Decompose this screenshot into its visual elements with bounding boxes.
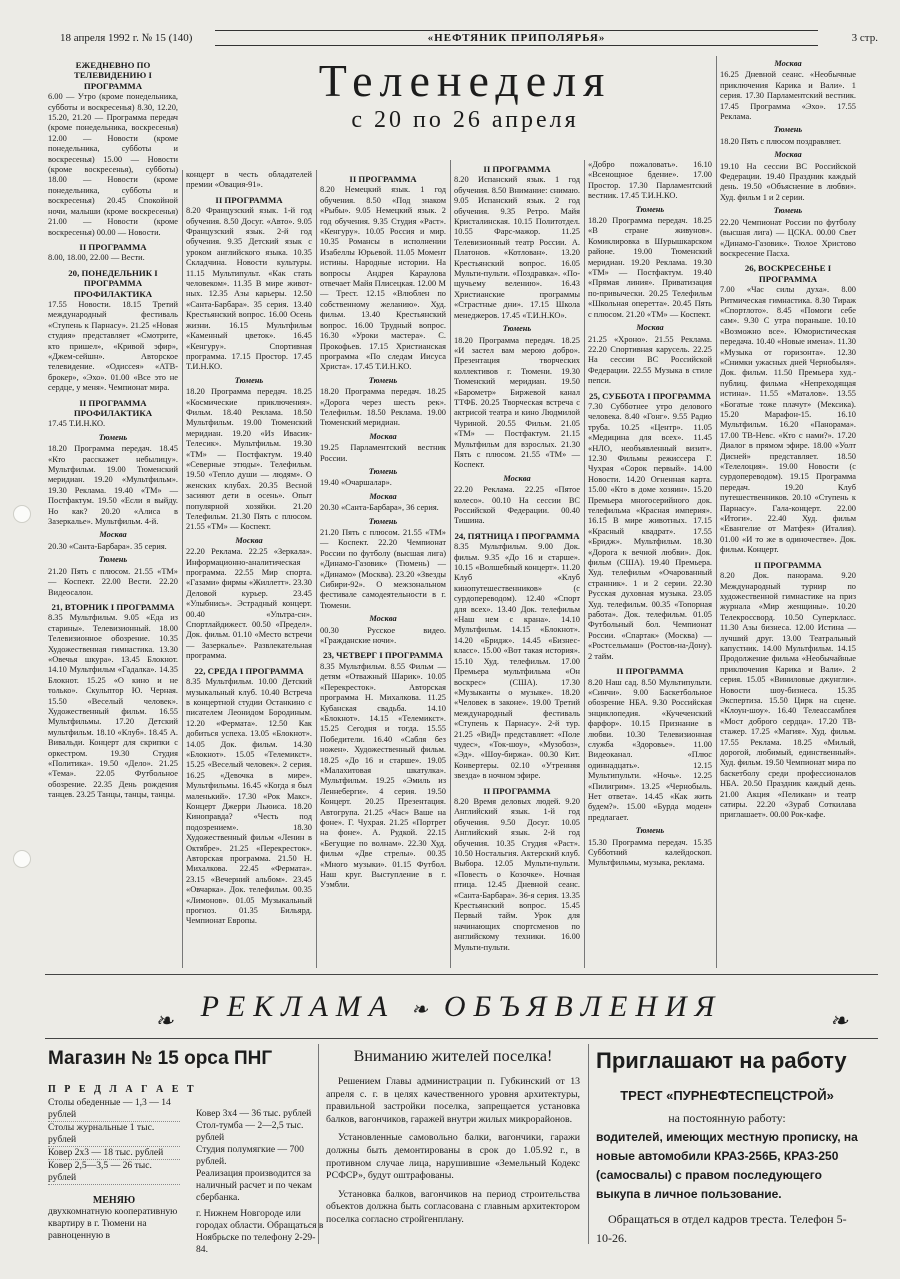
channel-subheading: Тюмень — [773, 125, 803, 135]
shop-item: Стол-тумба — 2—2,5 тыс. рублей — [196, 1120, 304, 1143]
page-header — [60, 30, 878, 48]
job-type: на постоянную работу: — [668, 1111, 786, 1125]
ornament-right-icon: ❧ — [829, 1008, 848, 1033]
programme-listing: 18.20 Программа передач. 18.25 «Космические приключения». Фильм. 18.40 Реклама. 18.50 Мультфильм. 19.00 Тюменский меридиан. 19.20 «Из Ивасик-Телесик». Мультфильм. 19.30 «ТМ» — Постфактум. 19.40 «Северные этюды». Телефильм. 19.50 «Тепло души — людям». О женских клубах. 20.35 Весной засияют дети в осень». Опыт популярной хозяйки. 21.20 Телефильм. 21.30 Пять с плюсом. 21.55 «ТМ» — Коспект. — [186, 387, 312, 532]
programme-listing: 22.20 Реклама. 22.25 «Пятое колесо». 00.10 На сессии ВС Российской Федерации. 00.40 Тишина. — [454, 485, 580, 526]
schedule-column-6 — [720, 56, 856, 968]
channel-subheading: Москва — [369, 614, 397, 624]
channel-subheading: Тюмень — [98, 555, 128, 565]
shop-item: Ковер 2,5—3,5 — 26 тыс. рублей — [48, 1160, 180, 1185]
shop-offer-heading: П Р Е Д Л А Г А Е Т — [48, 1084, 197, 1095]
notice-paragraph: Установка балков, вагончиков на период строительства объектов должна быть согласована с главным архитектором поселка согласно стройгенплану. — [326, 1188, 580, 1225]
notice-paragraph: Установленные самовольно балки, вагончики, гаражи должны быть демонтированы в срок до 1.05.92 г., в противном случае лица, нарушившие «Земельный Кодекс РСФСР», будут оштрафованы. — [326, 1132, 580, 1182]
day-heading: II ПРОГРАММА — [483, 164, 551, 174]
programme-listing: 20.30 «Санта-Барбара», 36 серия. — [320, 503, 439, 513]
page-number: 3 стр. — [851, 32, 878, 44]
shop-item: Столы обеденные — 1,3 — 14 рублей — [48, 1097, 180, 1122]
column-rule — [182, 170, 183, 968]
title-dates: с 20 по 26 апреля — [351, 107, 579, 133]
channel-subheading: Тюмень — [635, 204, 665, 214]
binder-hole — [13, 850, 31, 868]
programme-listing: 8.35 Мультфильм. 8.55 Фильм — детям «Отважный Шарик». 10.05 «Перекресток». Авторская программа Н. Михалкова. 11.25 Кубанская свадьба. 14.10 «Блокнот». 14.15 «Телемикст». 15.25 Сегодня и тогда. 15.55 Победители. 16.40 «Сабля без ножен». Художественный фильм. 18.25 «До 16 и старше». 19.05 «Малахитовая шкатулка». Мультфильм. 19.25 «Эмиль из Леннеберги». 4 серия. 19.50 Концерт. 20.25 Презентация. Автогрупа. 21.25 «Час» Ваше на фоне». Г. Чухрая. 21.25 «Портрет на фоне». А. Рудкой. 22.15 «Бегущие по волнам». 22.30 Худ. фильм «Две стрелы». 00.35 «Много музыки». 01.15 Футбол. Наш круг. Выступление в г. Уэмбли. — [320, 661, 446, 890]
shop-item: Ковер 3х4 — 36 тыс. рублей — [196, 1108, 312, 1119]
channel-subheading: Москва — [369, 491, 397, 501]
programme-listing: 21.20 Пять с плюсом. 21.55 «ТМ» — Коспект. 22.00 Вести. 22.20 Видеосалон. — [48, 566, 178, 597]
notice-title: Вниманию жителей поселка! — [353, 1048, 553, 1065]
programme-listing: 19.25 Парламентский вестник России. — [320, 443, 446, 463]
day-heading: II ПРОГРАММА ПРОФИЛАКТИКА — [73, 397, 153, 418]
programme-listing: 8.20 Наш сад. 8.50 Мультипульти. «Синчи». 9.00 Баскетбольное обозрение НБА. 9.30 Российская энциклопедия. «Кучеченский фарфор». 10.15 Признание в любви. 10.30 Телевизионная служба «Здоровье». 11.00 Видеоканал. «Плюс одиннадцать». 12.15 Мультипульти. «Ночь». 12.25 «Пилигрим». 13.25 «Чернобыль. Нет ответа». 14.45 «Как жить будем?». 15.00 «Бурда моден» предлагает. — [588, 677, 712, 822]
programme-listing: 21.20 Пять с плюсом. 21.55 «ТМ» — Коспект. 22.20 Чемпионат России по футболу (высшая лига) «Динамо-Газовик» (Тюмень) — «Динамо» (Москва). 23.20 «Звезды Сибири-92». О межзональном фестивале самодеятельности в г. Тюмени. — [320, 528, 446, 610]
channel-subheading: Тюмень — [368, 516, 398, 526]
shop-ad — [48, 1048, 324, 1258]
day-heading: II ПРОГРАММА — [215, 194, 283, 205]
programme-listing: 18.20 Программа передач. 18.25 «И застел вам мерою добро». Презентация творческих коллективов г. Тюмени. 19.30 Тюменский меридиан. 19.50 «Барометр» Биржевой канал ТТФБ. 20.25 Творческая встреча с актрисой театра и кино Людмилой Чуриной. 20.55 Фильм. 21.05 «ТМ» — Постфактум. 21.15 Мультфильм для взрослых. 21.30 Пять с плюсом. 21.55 «ТМ» — Коспект. — [454, 335, 580, 470]
programme-listing: 18.20 Пять с плюсом поздравляет. — [720, 136, 841, 146]
column-rule — [588, 1044, 589, 1244]
programme-listing: 6.00 — Утро (кроме понедельника, субботы и воскресенья) 8.30, 12.20, 15.20, 21.20 — Программа передач (кроме понедельника, воскресенья) 12.00 — Новости (кроме понедельника, субботы и воскресенья) 15.00 — Новости (кроме воскресенья), субботы) 18.00 — Новости (кроме понедельника, субботы и воскресенья) 20.45 Спокойной ночи, малыши (кроме воскресенья) 21.00 — Новости (кроме воскресенья) 00.00 — Новости. — [48, 92, 178, 237]
day-heading: II ПРОГРАММА — [483, 785, 551, 796]
separator-ads — [45, 1038, 878, 1039]
day-heading: ЕЖЕДНЕВНО ПО ТЕЛЕВИДЕНИЮ I ПРОГРАММА — [74, 60, 152, 91]
programme-listing: 18.20 Программа передач. 18.45 «Кто расскажет небылицу». Мультфильм. 19.00 Тюменский меридиан. 19.20 «Мультфильм». 19.30 Реклама. 19.40 «ТМ» — Постфактум. 19.50 «Если я выйду. Но как? 20.20 «Алиса в Зазеркалье». Мультфильм. 4-й. — [48, 444, 178, 527]
programme-listing: 22.20 Чемпионат России по футболу (высшая лига) — ЦСКА. 00.00 Свет «Динамо-Газовик». Тюлое Христово воскресение Пасха. — [720, 217, 856, 258]
channel-subheading: Тюмень — [635, 826, 665, 836]
schedule-column-4 — [454, 160, 580, 968]
column-rule — [716, 56, 717, 968]
day-heading: 22, СРЕДА I ПРОГРАММА — [194, 665, 304, 676]
programme-listing: «Добро пожаловать». 16.10 «Всенощное бдение». 17.00 Простор. 17.30 Парламентский вестник. 17.45 Т.И.Н.КО. — [588, 160, 712, 201]
day-heading: II ПРОГРАММА — [79, 241, 147, 252]
ads-banner — [45, 978, 878, 1036]
day-heading: 21, ВТОРНИК I ПРОГРАММА — [51, 601, 175, 612]
programme-listing: 22.20 Реклама. 22.25 «Зеркала». Информационно-аналитическая программа. 22.55 Мир спорта. «Газами» фирмы «Жиллетт». 23.30 Деловой курьер. 23.45 «Улыбнись». Эстрадный концерт. 00.40 «Ультра-сн». Спортлайдижест. 00.50 «Предел». Док. фильм. 01.10 «Место встречи — Зазеркалье». Развлекательная программа. — [186, 547, 312, 661]
programme-listing: 15.30 Программа передач. 15.35 Субботний калейдоскоп. Мультфильмы, музыка, реклама. — [588, 837, 712, 868]
channel-subheading: Москва — [774, 150, 802, 160]
programme-listing: 8.35 Мультфильм. 9.00 Док. фильм. 9.35 «До 16 и старше». 10.15 «Волшебный концерт». 11.20 Клуб «Клуб кинопутешественников» (с сурдопереводом). 12.40 «Спорт для всех». 13.40 Док. телефильм «Наш нем с крана». 14.10 Мультфильм. 14.15 «Блокнот». 14.20 «Бридж». 14.45 «Бизнес-класс». 15.00 «Вот такая история». 15.10 Худ. телефильм. 17.00 Премьера мультфильма «Он воскрес» (США). 17.30 «Музыканты о музыке». 18.20 «Человек в законе». 19.00 Третий международный фестиваль «Ступень к Парнасу». 2-й тур. 21.25 «ВиД» представляет: «Поле чудес», «Ток-шоу», «Музобоз», «Эд». «Шоу-биржа». 00.30 Кит. Конвертеры. 02.10 «Утренняя звезда» в ночном эфире. — [454, 542, 580, 781]
programme-listing: 21.25 «Хроно». 21.55 Реклама. 22.20 Спортивная карусель. 22.25 На сессии ВС Российской Федерации. 22.55 Музыка в стиле пепси. — [588, 334, 712, 386]
day-heading: 24, ПЯТНИЦА I ПРОГРАММА — [454, 530, 580, 541]
column-rule — [584, 160, 585, 968]
exchange-text-right: г. Нижнем Новгороде или городах области. Обращаться в Ноябрьске по телефону 2-29-84. — [196, 1208, 324, 1255]
schedule-column-3 — [320, 170, 446, 968]
day-heading: 25, СУББОТА I ПРОГРАММА — [588, 390, 712, 401]
programme-listing: 8.20 Немецкий язык. 1 год обучения. 8.50 «Под знаком «Рыбы». 9.05 Немецкий язык. 2 год обучения. 9.35 Студия «Раст». «Кенгуру». 10.05 Россия и мир. 10.35 Романсы в исполнении Изабеллы Юрьевой. 11.05 Момент истины. Народные истории. На вопросы Андрея Караулова отвечает Майя Плисецкая. 12.00 М — Трест. 12.15 «Влюблен по собственному желанию». Худ. фильм. 13.40 Крестьянский вопрос. 16.00 Трудный вопрос. 16.30 «Уроки мастера». С. Прокофьев. 17.15 Христианская программа «По следам Иисуса Христа». 17.45 Т.И.Н.КО. — [320, 185, 446, 372]
banner-obyavleniya: ОБЪЯВЛЕНИЯ — [443, 990, 723, 1023]
job-ad — [596, 1048, 858, 1258]
schedule-column-1 — [48, 56, 178, 968]
channel-subheading: Москва — [774, 59, 802, 68]
ornament-center-icon: ❧ — [411, 999, 428, 1021]
channel-subheading: Тюмень — [234, 375, 264, 385]
programme-listing: 8.20 Время деловых людей. 9.20 Английский язык. 1-й год обучения. 9.50 Досуг. 10.05 Английский язык. 2-й год обучения. 10.35 Студия «Раст». 10.50 Ностальгия. Актерский клуб. Выбора. 12.05 Мульти-пульти. «Повесть о Козочке». Ночная птица. 12.45 Дневной сеанс. «Санта-Барбара». 36-я серия. 13.35 Крестьянский вопрос. 15.45 Первый тайм. Урок для начинающих спортсменов по английскому техники. 16.00 Мульти-пульти. — [454, 796, 580, 952]
channel-subheading: Тюмень — [98, 432, 128, 442]
schedule-column-2 — [186, 170, 312, 968]
channel-subheading: Москва — [99, 530, 127, 540]
programme-listing: 20.30 «Санта-Барбара». 35 серия. — [48, 541, 167, 551]
day-heading: 20, ПОНЕДЕЛЬНИК I ПРОГРАММА ПРОФИЛАКТИКА — [68, 267, 158, 299]
day-heading: II ПРОГРАММА — [349, 174, 417, 184]
newspaper-name: «НЕФТЯНИК ПРИПОЛЯРЬЯ» — [215, 30, 818, 46]
day-heading: 23, ЧЕТВЕРГ I ПРОГРАММА — [322, 650, 444, 661]
programme-listing: 8.20 Док. панорама. 9.20 Международный турнир по художественной гимнастике на приз журнала «Мир женщины». 10.20 Телекроссворд. 10.50 Суперкласс. 11.30 Азы бизнеса. 12.00 Истина — лучший друг. 13.00 Театральный капустник. 14.00 Мультфильм. 14.15 Продолжение фильма «Необычайные приключения Карика и Вали». 2 серия. 15.05 «Виниловые джунгли». Новости шоу-бизнеса. 15.35 Экспертиза. 15.50 Цирк на сцене. «Клоун-шоу». 16.40 Телеассамблея «Мост доброго сердца». 17.20 ТВ-стажер. 17.25 «Магия». Худ. фильм. 17.55 Реклама. 18.25 «Милый, дорогой, любимый, единственный». Худ. фильм. 19.50 Чемпионат мира по баскетболу среди профессионалов НБА. 20.50 Праздник каждый день. 21.00 Акция «Пеликан» и театр сатиры. 22.20 «Зураб Соткилава приглашает». 00.00 Рок-кафе. — [720, 571, 856, 820]
banner-reklama: РЕКЛАМА — [200, 990, 396, 1023]
programme-listing: 19.40 «Очаршалар». — [320, 478, 392, 488]
programme-listing: 19.10 На сессии ВС Российской Федерации. 19.40 Праздник каждый день. 19.50 «Объяснение в любви». Худ. фильм 1 и 2 серии. — [720, 161, 856, 202]
notice-paragraph: Решением Главы администрации п. Губкинский от 13 апреля с. г. в целях качественного уровня архитектуры, правильной застройки поселка, запрещается установка балков, вагончиков, гаражей внутри жилых микрорайонов. — [326, 1076, 580, 1125]
channel-subheading: Москва — [235, 535, 263, 545]
programme-listing: 8.00, 18.00, 22.00 — Вести. — [48, 253, 145, 263]
shop-title: Магазин № 15 орса ПНГ — [48, 1048, 273, 1069]
ornament-left-icon: ❧ — [155, 1008, 174, 1033]
programme-listing: 00.30 Русское видео. «Гражданские ночи». — [320, 625, 446, 646]
channel-subheading: Тюмень — [773, 206, 803, 216]
programme-listing: 17.45 Т.И.Н.КО. — [48, 419, 106, 429]
programme-listing: 8.35 Мультфильм. 10.00 Детский музыкальный клуб. 10.40 Встреча в концертной студии Останкино с писателем Леонидом Бородиным. 12.20 «Фермата». 12.50 Как добиться успеха. 13.05 «Блокнот». 14.05 Док. фильм. 14.30 «Блокнот». 15.05 «Телемикст». 15.25 «Веселый человек». 2 серия. 16.25 «Девочка в мире». Мультфильмы. 16.45 «Когда я был маленький». 17.30 «Рок Макс». Концерт Джерри Льюиса. 18.20 Киноправда? «Честь под подозрением». 18.30 Художественный фильм «Ленин в Октябре». 21.25 «Перекресток». Авторская программа. 21.50 Н. Михалкова. 22.45 «Фермата». 23.15 «Вечерний альбом». 23.45 «Овчарка». Док. телефильм. 00.35 «Лимонов». 01.05 Музыкальный прогноз. 01.35 Бильярд. Чемпионат Европы. — [186, 677, 312, 926]
channel-subheading: Тюмень — [368, 375, 398, 385]
shop-item: Ковер 2х3 — 18 тыс. рублей — [48, 1147, 180, 1160]
job-description: водителей, имеющих местную прописку, на новые автомобили КРАЗ-256Б, КРАЗ-250 (самосвалы) с правом последующего выкупа в личное пользование. — [596, 1130, 858, 1201]
binder-hole — [13, 505, 31, 523]
exchange-heading: МЕНЯЮ — [92, 1195, 136, 1206]
shop-item: Столы журнальные 1 тыс. рублей — [48, 1122, 180, 1147]
channel-subheading: Тюмень — [502, 324, 532, 334]
shop-payment-note: Реализация производится за наличный расчет и по чекам сбербанка. — [196, 1168, 312, 1203]
channel-subheading: Тюмень — [368, 466, 398, 476]
column-rule — [316, 170, 317, 968]
programme-listing: 8.35 Мультфильм. 9.05 «Еда из старины». Телевизионный. 18.00 Телевизионное обозрение. 10.35 Художественная гимнастика. 13.30 «Овечья шкура». 13.45 Блокнот. 14.10 Мультфильм «Гадалка». 14.35 Блокнот. 15.25 «О кино и не только». Скульптор Ю. Черная. 15.50 «Веселый человек». Художественный фильм. 16.55 Мультфильмы. 17.20 Детский мультфильм. 18.10 «Клуб». 18.45 А. Вивальди. Концерт для скрипки с оркестром. 19.30 Студия «Политика». 19.50 «Дело». 21.25 «Тема». 22.05 Футбольное обозрение. 22.35 День рождения танцев. 23.25 Танцы, танцы, танцы. — [48, 613, 178, 800]
day-heading: 26, ВОСКРЕСЕНЬЕ I ПРОГРАММА — [744, 263, 832, 284]
programme-listing: 17.55 Новости. 18.15 Третий международный фестиваль «Ступень к Парнасу». 21.25 «Новая студия» представляет «Смотрите, кто пришел», «Кривой эфир», «Джем-сейшн». Авторское телевидение. «Одиссея» «АТВ-брокер», «Эхо». 01.00 «Все это не сердце, у меня». Чемпионат мира. — [48, 299, 178, 393]
separator-top — [45, 974, 878, 975]
channel-subheading: Москва — [369, 431, 397, 441]
title-main: Теленеделя — [318, 55, 612, 106]
channel-subheading: Москва — [503, 473, 531, 483]
village-notice — [326, 1048, 580, 1258]
exchange-text-left: двухкомнатную кооперативную квартиру в г. Тюмени на равноценную в — [48, 1206, 178, 1241]
programme-listing: 16.25 Дневной сеанс. «Необычные приключения Карика и Вали». 1 серия. 17.30 Парламентский вестник. 17.45 Программа «Эхо». 17.55 Реклама. — [720, 70, 856, 122]
programme-listing: 18.20 Программа передач. 18.25 «Дорога через шесть рек». Телефильм. 18.50 Реклама. 19.00 Тюменский меридиан. — [320, 387, 446, 428]
programme-listing: 8.20 Испанский язык. 1 год обучения. 8.50 Внимание: снимаю. 9.05 Испанский язык. 2 год обучения. 9.35 Ретро. Майя Кристалинская. 10.15 Политотдел. 10.55 Фарс-мажор. 11.25 Телевизионный театр России. А. Платонов. «Котлован». 13.20 Крестьянский вопрос. 16.05 Мульти-пульти. «Поздравка». «По-щучьему велению». 16.43 Христианские программы «Страстные дни». 17.15 Школа менеджеров. 17.45 «Т.И.Н.КО». — [454, 175, 580, 320]
shop-item: Студия полумягкие — 700 рублей. — [196, 1144, 304, 1167]
job-contact: Обращаться в отдел кадров треста. Телефон 5-10-26. — [596, 1212, 847, 1245]
programme-listing: 18.20 Программа передач. 18.25 «В стране живунов». Комиклировка в Шурышкарском районе. 19.00 Тюменский меридиан. 19.20 Реклама. 19.30 «ТМ» — Постфактум. 19.40 «Прямая линия». Приватизация по-привычески. 20.25 Телефильм «Школьная оперетта». 20.45 Пять с плюсом. 21.20 «ТМ» — Коспект. — [588, 216, 712, 319]
schedule-column-5 — [588, 160, 712, 968]
issue-date: 18 апреля 1992 г. № 15 (140) — [60, 32, 193, 44]
programme-listing: 7.30 Субботнее утро делового человека. 8.40 «Гонг». 9.55 Радио труба. 10.25 «Центр». 11.05 «Медицина для всех». 11.45 «НЛО, необъявленный визит». 12.30 Фильмы режиссера Г. Чухрая «Сорок первый». 14.00 Новости. 14.20 Огненная карта. 15.00 «Кто в доме хозяин». 15.20 Премьера многосерийного док. телефильма «Красная империя». 16.15 В мире животных. 17.15 «Красный квадрат». 17.55 «Бридж». Мультфильм. 18.30 «Дорога к вечной любви». Док. фильм (США). 19.40 Премьера. Худ. телефильм «Очарованный странник». 1 и 2 серии. 22.30 Русская духовная музыка. 23.05 Худ. телефильм. 00.35 «Топорная работа». Док. телефильм. 01.05 Футбольный бол. Чемпионат России. «Спартак» (Москва) — «Ростсельмаш» (Ростов-на-Дону). 2 тайм. — [588, 401, 712, 661]
day-heading: II ПРОГРАММА — [754, 559, 822, 570]
week-title — [230, 56, 700, 134]
programme-listing: 7.00 «Час силы духа». 8.00 Ритмическая гимнастика. 8.30 Тираж «Спортлото». 8.45 «Помоги себе сам». 9.30 С утра пораньше. 10.10 «Возможно все». Юмористическая передача. 10.40 «Новые имена». 11.30 «Музыка от горизонта». 12.30 «Снимки ужасных дней Чернобыля». Док. фильм. 11.50 Премьера худ.-публиц. фильма «Непреходящая истина». 11.55 «Маталов». 13.55 «Богатые тоже плачут» (Мексика). 15.20 Марафон-15. 16.10 Мультфильм. 16.20 «Панорама». 17.00 ТВ-Невс. «Кто с нами?». 17.20 Диалог в прямом эфире. 18.00 «Уолт Дисней» представляет. 18.50 «Телелоция». 19.00 Новости (с сурдопереводом). 19.15 Программа передач. 19.20 Клуб путешественников. 20.10 «Ступень к Парнасу». Гала-концерт. 22.00 «Итоги». 22.40 Худ. фильм «Евангелие от Матфея» (Италия). 01.00 «И то же в одиночестве». Док. фильм. Концерт. — [720, 285, 856, 555]
job-company: ТРЕСТ «ПУРНЕФТЕСПЕЦСТРОЙ» — [620, 1088, 834, 1103]
programme-listing: концерт в честь обладателей премии «Овация-91». — [186, 170, 312, 190]
job-title: Приглашают на работу — [596, 1048, 847, 1073]
column-rule — [450, 160, 451, 968]
day-heading: II ПРОГРАММА — [616, 666, 684, 677]
programme-listing: 8.20 Французский язык. 1-й год обучения. 8.50 Досуг. «Авто». 9.05 Французский язык. 2-й год обучения. 9.35 Детский язык с уроком английского языка. 10.35 Складчина. Новости культуры. 11.15 Мультипульт. «Как стать человеком». 11.35 В мире живот-ных. 12.35 Азы карьеры. 12.50 «Санта-Барбара». 35 серия. 13.40 Крестьянский вопрос. 16.00 Осень жизни. 16.15 Мультфильм «Каменный цветок». 16.45 «Кенгуру». Спортивная программа. 17.15 Простор. 17.45 Т.И.Н.КО. — [186, 206, 312, 372]
channel-subheading: Москва — [636, 323, 664, 333]
